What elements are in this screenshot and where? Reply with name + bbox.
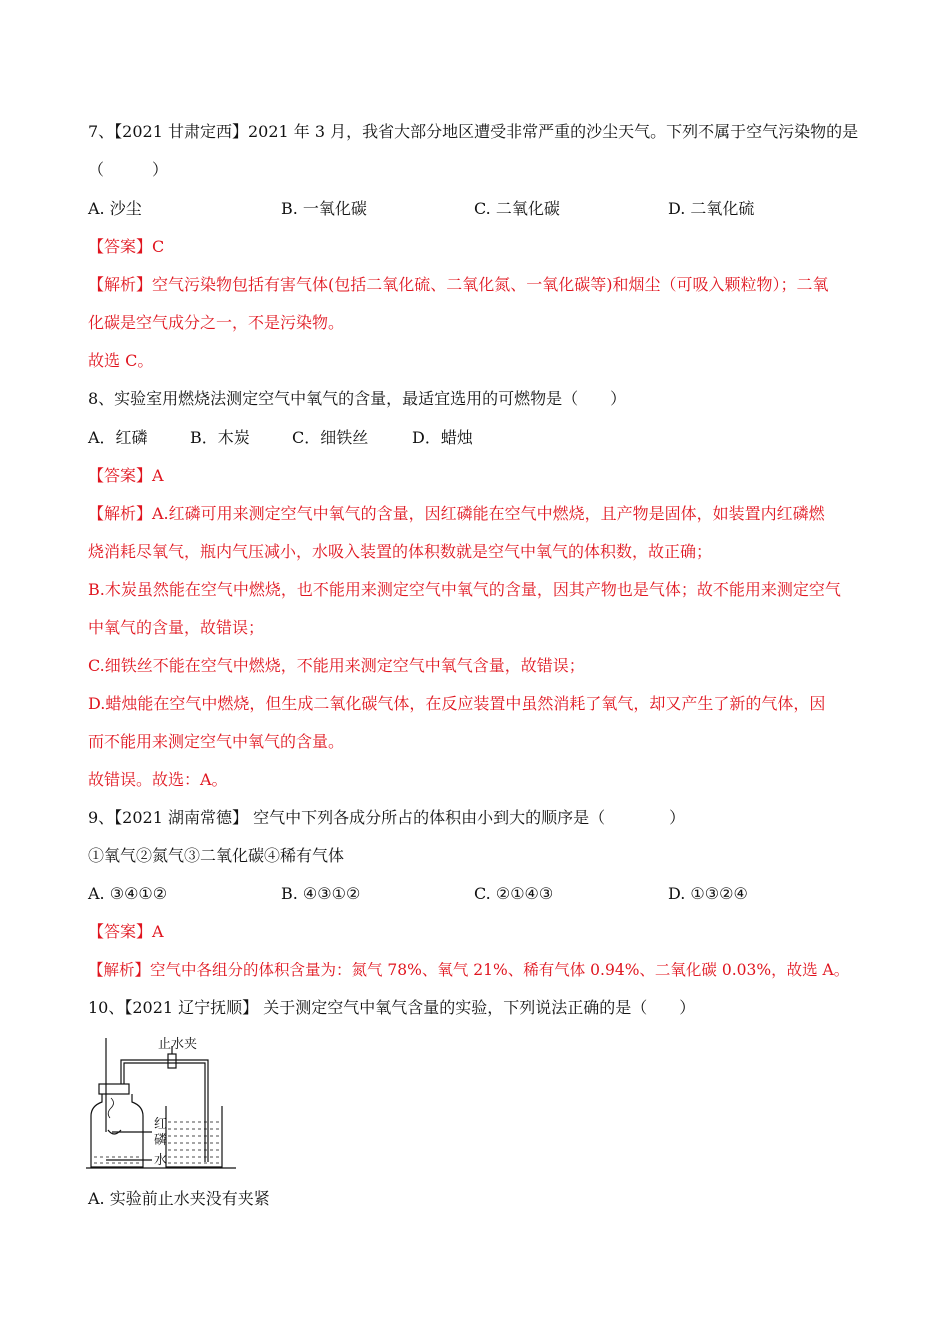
phosphorus-label-2: 磷: [154, 1133, 168, 1148]
q10-option-a: A. 实验前止水夹没有夹紧: [88, 1189, 270, 1208]
q8-analysis-line-7: 而不能用来测定空气中氧气的含量。: [88, 732, 345, 751]
q9-stem: 9、【2021 湖南常德】 空气中下列各成分所占的体积由小到大的顺序是（ ）: [88, 808, 686, 827]
q9-answer: 【答案】A: [88, 922, 164, 941]
q8-option-b: B．木炭: [190, 428, 250, 447]
apparatus-diagram: [86, 1036, 256, 1176]
q8-analysis-line-5: C.细铁丝不能在空气中燃烧，不能用来测定空气中氧气含量，故错误；: [88, 656, 585, 675]
q8-analysis-line-2: 烧消耗尽氧气，瓶内气压减小，水吸入装置的体积数就是空气中氧气的体积数，故正确；: [88, 542, 713, 561]
phosphorus-label-1: 红: [154, 1117, 168, 1132]
q7-answer: 【答案】C: [88, 237, 165, 256]
q7-option-c: C. 二氧化碳: [474, 199, 560, 218]
q8-answer: 【答案】A: [88, 466, 164, 485]
q7-analysis-line-2: 化碳是空气成分之一，不是污染物。: [88, 313, 345, 332]
q9-items: ①氧气②氮气③二氧化碳④稀有气体: [88, 846, 345, 865]
q7-stem-line-1: 7、【2021 甘肃定西】2021 年 3 月，我省大部分地区遭受非常严重的沙尘天气。下列不属于空气污染物的是: [88, 122, 859, 141]
q7-analysis-line-1: 【解析】空气污染物包括有害气体(包括二氧化硫、二氧化氮、一氧化碳等)和烟尘（可吸入颗粒物）；二氧: [88, 275, 829, 294]
q8-option-d: D．蜡烛: [412, 428, 473, 447]
q7-stem-line-2: （ ）: [88, 160, 169, 179]
q8-analysis-line-8: 故错误。故选：A。: [88, 770, 228, 789]
clamp-label: 止水夹: [158, 1037, 198, 1052]
gas-bottle: [91, 1094, 143, 1167]
q8-stem: 8、实验室用燃烧法测定空气中氧气的含量，最适宜选用的可燃物是（ ）: [88, 389, 627, 408]
q8-analysis-line-4: 中氧气的含量，故错误；: [88, 618, 265, 637]
q7-option-d: D. 二氧化硫: [668, 199, 755, 218]
beaker: [166, 1106, 222, 1167]
q7-analysis-line-3: 故选 C。: [88, 351, 154, 370]
q8-analysis-line-3: B.木炭虽然能在空气中燃烧，也不能用来测定空气中氧气的含量，因其产物也是气体；故不能用来测定空气: [88, 580, 841, 599]
stopper: [99, 1084, 129, 1094]
smoke: [108, 1098, 113, 1118]
q9-option-b: B. ④③①②: [281, 884, 361, 903]
q8-option-c: C．细铁丝: [292, 428, 369, 447]
q9-option-c: C. ②①④③: [474, 884, 554, 903]
q9-analysis: 【解析】空气中各组分的体积含量为：氮气 78%、氧气 21%、稀有气体 0.94%、二氧化碳 0.03%，故选 A。: [88, 961, 850, 979]
q10-stem: 10、【2021 辽宁抚顺】 关于测定空气中氧气含量的实验，下列说法正确的是（ ）: [88, 998, 696, 1017]
q8-analysis-line-6: D.蜡烛能在空气中燃烧，但生成二氧化碳气体，在反应装置中虽然消耗了氧气，却又产生了新的气体，因: [88, 694, 826, 713]
q8-option-a: A．红磷: [88, 428, 148, 447]
q9-option-d: D. ①③②④: [668, 884, 748, 903]
q7-option-a: A. 沙尘: [88, 199, 142, 218]
q7-option-b: B. 一氧化碳: [281, 199, 367, 218]
water-label: 水: [154, 1153, 168, 1168]
q8-analysis-line-1: 【解析】A.红磷可用来测定空气中氧气的含量，因红磷能在空气中燃烧，且产物是固体，如装置内红磷燃: [88, 504, 825, 523]
water-clamp: [168, 1054, 176, 1068]
q9-option-a: A. ③④①②: [88, 884, 168, 903]
